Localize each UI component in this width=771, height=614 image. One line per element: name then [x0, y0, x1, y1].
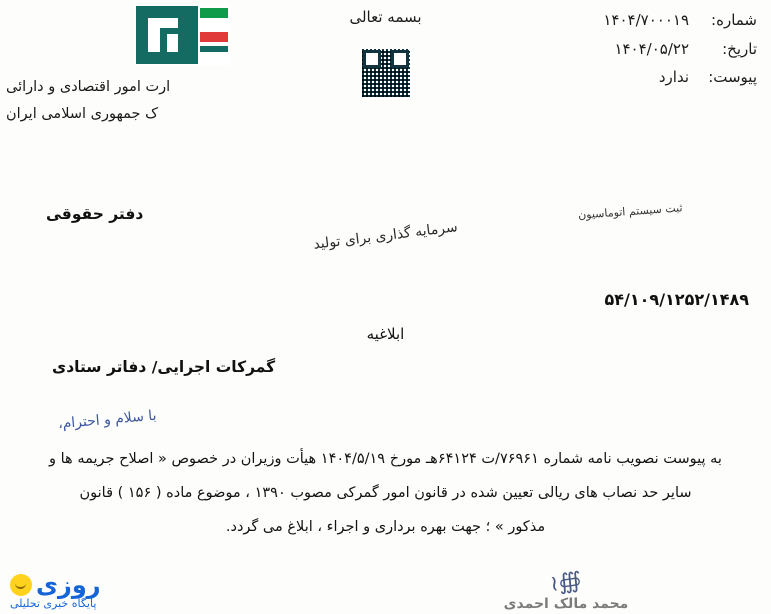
news-logo — [10, 571, 101, 599]
news-subtitle: پایگاه خبری تحلیلی — [10, 597, 97, 610]
signature-mark-icon: ∰≀ — [548, 567, 584, 598]
number-label: شماره: — [711, 11, 757, 29]
body-line-3: مذکور » ؛ جهت بهره برداری و اجراء ، ابلاغ می گردد. — [225, 519, 546, 536]
attachment-label: پیوست: — [708, 68, 757, 86]
document-reference-number: ۵۴/۱۰۹/۱۲۵۲/۱۴۸۹ — [604, 290, 749, 309]
news-watermark — [10, 571, 101, 610]
body-line-2: سایر حد نصاب های ریالی تعیین شده در قانون امور گمرکی مصوب ۱۳۹۰ ، موضوع ماده ( ۱۵۶ ) قانون — [79, 485, 692, 502]
automation-stamp-note: ثبت سیستم اتوماسیون — [578, 201, 684, 222]
organization-names — [0, 74, 230, 128]
year-slogan: سرمایه گذاری برای تولید — [312, 219, 459, 253]
signature-block — [471, 567, 661, 612]
organization-line-1: ارت امور اقتصادی و دارائی — [6, 79, 171, 95]
date-label: تاریخ: — [722, 39, 757, 58]
handwritten-greeting: با سلام و احترام، — [57, 407, 158, 433]
number-value: ۱۴۰۴/۷۰۰۰۱۹ — [603, 11, 689, 29]
issuing-office: دفتر حقوقی — [46, 205, 144, 223]
iran-customs-logo-icon — [134, 4, 230, 66]
body-line-1: به پیوست نصویب نامه شماره ۷۶۹۶۱/ت ۶۴۱۲۴هـ مورخ ۱۴۰۴/۵/۱۹ هیأت وزیران در خصوص « اصلاح جریمه ها و — [49, 451, 722, 467]
attachment-value: ندارد — [658, 68, 689, 86]
organization-block — [0, 0, 230, 128]
document-type-title: ابلاغیه — [366, 325, 405, 343]
qr-code-icon — [361, 48, 411, 98]
news-brand-name: روزی — [36, 571, 101, 599]
organization-line-2: ک جمهوری اسلامی ایران — [6, 105, 159, 122]
basmala-text: بسمه تعالی — [349, 8, 422, 26]
document-body — [28, 442, 743, 544]
date-value: ۱۴۰۴/۰۵/۲۲ — [614, 39, 689, 58]
signatory-name: محمد مالک احمدی — [503, 596, 629, 612]
smiley-dot-icon — [10, 574, 32, 596]
document-addressee: گمرکات اجرایی/ دفاتر ستادی — [52, 358, 276, 376]
